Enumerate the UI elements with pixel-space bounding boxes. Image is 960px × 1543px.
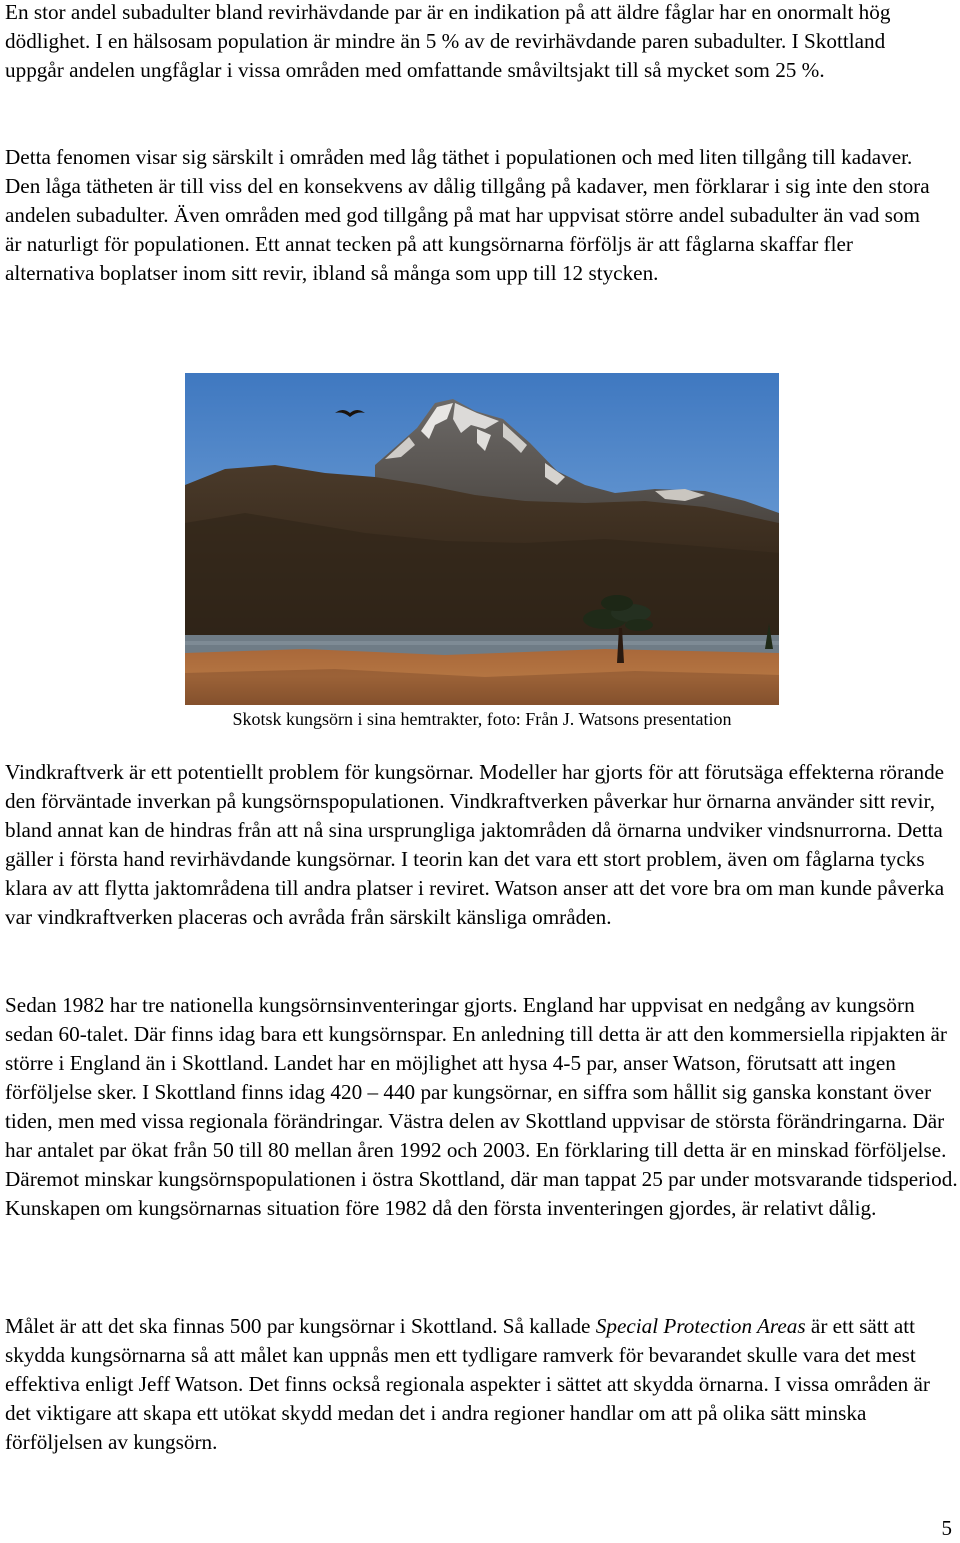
paragraph-goals-start: Målet är att det ska finnas 500 par kungsörnar i Skottland. Så kallade	[5, 1314, 596, 1338]
paragraph-low-density: Detta fenomen visar sig särskilt i områden med låg täthet i populationen och med liten tillgång till kadaver. Den låga tätheten är till viss del en konsekvens av dålig tillgång på kadaver, men förklarar i sig inte den stora andelen subadulter. Även områden med god tillgång på mat har uppvisat större andel subadulter än vad som är naturligt för populationen. Ett annat tecken på att kungsörnarna förföljs är att fåglarna skaffar fler alternativa boplatser inom sitt revir, ibland så många som upp till 12 stycken.	[5, 145, 930, 285]
paragraph-goals	[5, 1312, 945, 1457]
figure	[185, 373, 779, 730]
paragraph-goals-end: är ett sätt att skydda kungsörnarna så att målet kan uppnås men ett tydligare ramverk för bevarandet skulle vara det mest effektiva enligt Jeff Watson. Det finns också regionala aspekter i sättet att skydda örnarna. I vissa områden är det viktigare att skapa ett utökat skydd medan det i andra regioner handlar om att på olika sätt minska förföljelsen av kungsörn.	[5, 1314, 930, 1454]
figure-caption: Skotsk kungsörn i sina hemtrakter, foto: Från J. Watsons presentation	[232, 709, 732, 729]
special-protection-areas-term: Special Protection Areas	[595, 1314, 806, 1338]
page-number: 5	[941, 1516, 952, 1540]
paragraph-wind-power: Vindkraftverk är ett potentiellt problem för kungsörnar. Modeller har gjorts för att förutsäga effekterna rörande den förväntade inverkan på kungsörnspopulationen. Vindkraftverken påverkar hur örnarna använder sitt revir, bland annat kan de hindras från att nå sina ursprungliga jaktområden då örnarna undviker vindsnurrorna. Detta gäller i första hand revirhävdande kungsörnar. I teorin kan det vara ett stort problem, även om fåglarna tycks klara av att flytta jaktområdena till andra platser i reviret. Watson anser att det vore bra om man kunde påverka var vindkraftverken placeras och avråda från särskilt känsliga områden.	[5, 760, 945, 929]
paragraph-inventories: Sedan 1982 har tre nationella kungsörnsinventeringar gjorts. England har uppvisat en nedgång av kungsörn sedan 60-talet. Där finns idag bara ett kungsörnspar. En anledning till detta är att den kommersiella ripjakten är större i England än i Skottland. Landet har en möjlighet att hysa 4-5 par, anser Watson, förutsatt att ingen förföljelse sker. I Skottland finns idag 420 – 440 par kungsörnar, en siffra som hållit sig ganska konstant över tiden, men med vissa regionala förändringar. Västra delen av Skottland uppvisar de största förändringarna. Där har antalet par ökat från 50 till 80 mellan åren 1992 och 2003. En förklaring till detta är en minskad förföljelse. Däremot minskar kungsörnspopulationen i östra Skottland, där man tappat 25 par under motsvarande tidsperiod. Kunskapen om kungsörnarnas situation före 1982 då den första inventeringen gjordes, är relativt dålig.	[5, 993, 958, 1220]
paragraph-subadults: En stor andel subadulter bland revirhävdande par är en indikation på att äldre fåglar har en onormalt hög dödlighet. I en hälsosam population är mindre än 5 % av de revirhävdande paren subadulter. I Skottland uppgår andelen ungfåglar i vissa områden med omfattande småviltsjakt till så mycket som 25 %.	[5, 0, 891, 82]
mountain-eagle-photo	[185, 373, 779, 705]
